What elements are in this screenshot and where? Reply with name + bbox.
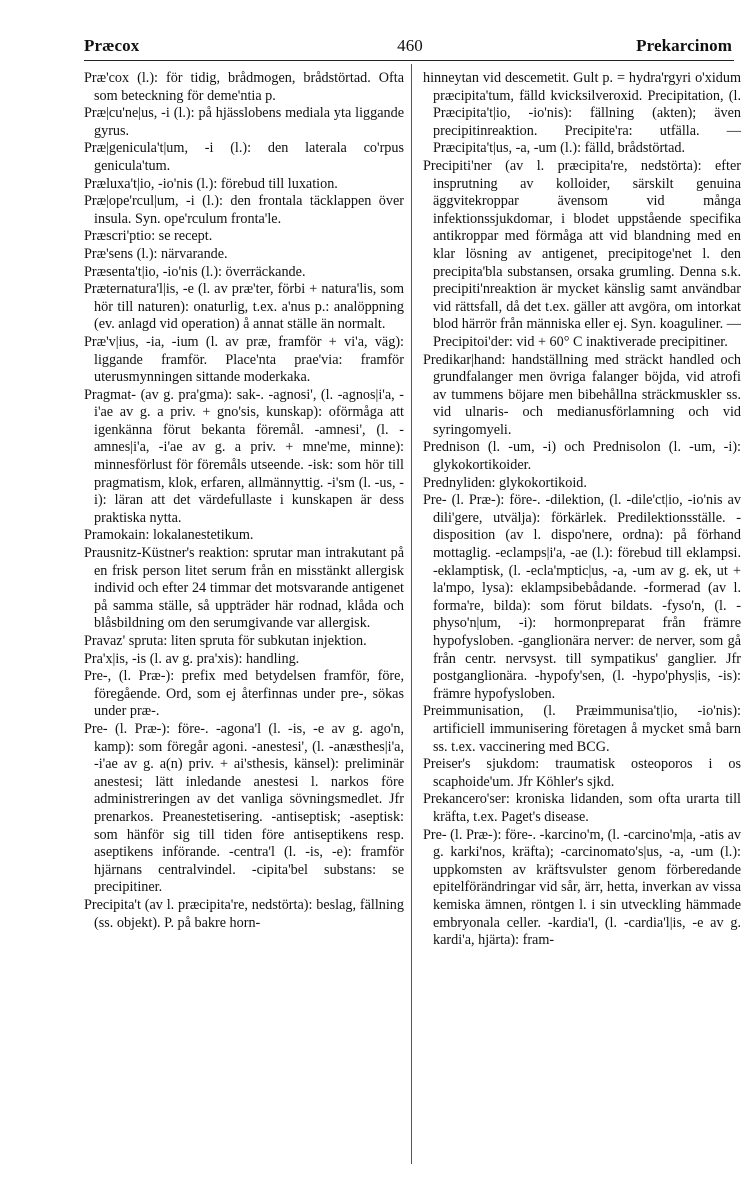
column-divider bbox=[411, 64, 412, 1164]
left-column bbox=[84, 70, 404, 932]
dictionary-entry: Pragmat- (av g. pra'gma): sak-. -agnosi', (l. -agnos|i'a, -i'ae av g. a priv. + gno'sis, kunskap): oförmåga att igenkänna förut bekanta föremål. -amnesi', (l. -amnes|i'a, -i'ae av g. a priv. + mne'me, minne): minnesförlust för föremåls utseende. -isk: som hör till pragmatism, klok, erfaren, allmännyttig. -i'sm (l. -us, -i): läran att det värdefullaste i kunskapen är dess praktiska nytta. bbox=[84, 386, 404, 526]
header-right-guideword: Prekarcinom bbox=[636, 36, 732, 55]
dictionary-entry: Prednison (l. -um, -i) och Prednisolon (l. -um, -i): glykokortikoider. bbox=[423, 439, 741, 474]
dictionary-entry: Præ'sens (l.): närvarande. bbox=[84, 245, 228, 262]
dictionary-entry: Præluxa't|io, -io'nis (l.): förebud till luxation. bbox=[84, 175, 338, 192]
dictionary-entry: Preiser's sjukdom: traumatisk osteoporos i os scaphoide'um. Jfr Köhler's sjkd. bbox=[423, 756, 741, 790]
dictionary-entry: Præ|genicula't|um, -i (l.): den laterala co'rpus genicula'tum. bbox=[84, 140, 404, 174]
dictionary-entry: Pra'x|is, -is (l. av g. pra'xis): handling. bbox=[84, 650, 300, 667]
dictionary-entry: Pravaz' spruta: liten spruta för subkutan injektion. bbox=[84, 633, 367, 649]
dictionary-entry: Precipita't (av l. præcipita're, nedstörta): beslag, fällning (ss. objekt). P. på bakre horn- bbox=[84, 896, 404, 931]
dictionary-entry: Precipiti'ner (av l. præcipita're, nedstörta): efter insprutning av kolloider, särskilt genuina äggvitekroppar ävensom vid många infektionssjukdomar, i blodet uppstående specifika antikroppar med förmåga att vid blandning med en klar lösning av antigenet, precipitoge'net l. den precipita'bla substansen, orsaka grumling. Denna s.k. precipiti'nreaktion är mycket känslig samt användbar vid rättsfall, då det t.ex. gäller att avgöra, om intorkat blod härrör från människa eller ej. Syn. koaguliner. — Precipitoi'der: vid + 60° C inaktiverade precipitiner. bbox=[423, 157, 741, 350]
right-column bbox=[423, 70, 741, 950]
dictionary-entry: Pre-, (l. Præ-): prefix med betydelsen framför, före, föregående. Ord, som ej återfinnas under pre-, sökas under præ-. bbox=[84, 668, 404, 720]
page-number: 460 bbox=[397, 36, 423, 55]
dictionary-entry: Prekancero'ser: kroniska lidanden, som ofta urarta till kräfta, t.ex. Paget's disease. bbox=[423, 791, 741, 825]
dictionary-entry: Pramokain: lokalanestetikum. bbox=[84, 527, 254, 544]
dictionary-entry: Præ'v|ius, -ia, -ium (l. av præ, framför + vi'a, väg): liggande framför. Place'nta prae'via: framför uterusmynningen sittande moderkaka. bbox=[84, 333, 404, 386]
header-left-guideword: Præcox bbox=[84, 36, 140, 55]
dictionary-entry: Pre- (l. Præ-): före-. -agona'l (l. -is, -e av g. ago'n, kamp): som föregår agoni. -anestesi', (l. -anæsthes|i'a, -i'ae av g. a(n) priv. + ai'sthesis, känsel): preliminär anestesi; lätt inledande anestesi l. narkos före administreringen av det vanliga sövningsmedlet. Jfr prenarkos. Preanestetisering. -antiseptisk; -aseptisk: som hänför sig till tiden före antiseptikens resp. aseptikens införande. -centra'l (l. -is, -e): framför hjärnans centralvindel. -cipita'bel substans: se precipitiner. bbox=[84, 720, 404, 896]
dictionary-entry: Predikar|hand: handställning med sträckt handled och grundfalanger men övriga falanger böjda, vid atrofi av tummens böjare men bibehållna sträckmuskler ss. vid ulnaris- och medianusförlamning och vid syringomyeli. bbox=[423, 351, 741, 438]
dictionary-entry: Præsenta't|io, -io'nis (l.): överräckande. bbox=[84, 263, 306, 280]
dictionary-entry: Pre- (l. Præ-): före-. -karcino'm, (l. -carcino'm|a, -atis av g. karki'nos, kräfta); -carcinomato's|us, -a, -um (l.): uppkomsten av kräftsvulster genom förberedande epitelförändringar vid sår, ärr, hetta, inverkan av vissa kemiska ämnen, röntgen l. i sin utveckling hämmade embryonala celler. -kardia'l, (l. -cardia'l|is, -e av g. kardi'a, hjärta): fram- bbox=[423, 826, 741, 949]
dictionary-entry: Preimmunisation, (l. Præimmunisa't|io, -io'nis): artificiell immunisering företagen å mycket små barn ss. t.ex. vaccinering med BCG. bbox=[423, 703, 741, 755]
dictionary-entry: Prednyliden: glykokortikoid. bbox=[423, 474, 587, 491]
dictionary-entry: Præ'cox (l.): för tidig, brådmogen, brådstörtad. Ofta som beteckning för deme'ntia p. bbox=[84, 70, 404, 104]
dictionary-entry: Præscri'ptio: se recept. bbox=[84, 228, 213, 245]
dictionary-entry: Præternatura'l|is, -e (l. av præ'ter, förbi + natura'lis, som hör till naturen): onaturlig, t.ex. a'nus p.: analöppning (ev. anlagd vid operation) å annat ställe än normalt. bbox=[84, 281, 404, 333]
dictionary-entry: Pre- (l. Præ-): före-. -dilektion, (l. -dile'ct|io, -io'nis av dili'gere, utvälja): förkärlek. Predilektionsställe. -disposition (av l. dispo'nere, ordna): på förhand mottaglig. -eclamps|i'a, -ae (l.): förebud till eklampsi. -eklamptisk, (l. -ecla'mptic|us, -a, -um av g. ek, ut + la'mpo, lysa): eklampsibebådande. -formerad (av l. forma're, bilda): som förut bildats. -fyso'n, (l. -physo'n|um, -i): hormonpreparat från främre hypofysloben. -ganglionära nerver: de nerver, som gå från centr. nervsyst. till sympatikus' ganglier. Jfr postganglionära. -hypofy'sen, (l. -hypo'phys|is, -is): främre hypofysloben. bbox=[423, 492, 741, 702]
dictionary-entry: Prausnitz-Küstner's reaktion: sprutar man intrakutant på en frisk person litet serum från en misstänkt allergisk individ och efter 24 timmar det motsvarande antigenet på samma ställe, så uppträder här rodnad, klåda och blåsbildning om den serumgivande var allergisk. bbox=[84, 545, 404, 632]
dictionary-entry: Præ|ope'rcul|um, -i (l.): den frontala täcklappen över insula. Syn. ope'rculum fronta'le. bbox=[84, 193, 404, 227]
dictionary-entry: hinneytan vid descemetit. Gult p. = hydra'rgyri o'xidum præcipita'tum, fälld kvicksilveroxid. Precipitation, (l. Præcipita't|io, -io'nis): fällning (akten); även precipitinreaktion. Precipite'ra: utfälla. — Præcipita't|us, -a, -um (l.): fälld, brådstörtad. bbox=[423, 70, 741, 157]
dictionary-entry: Præ|cu'ne|us, -i (l.): på hjässlobens mediala yta liggande gyrus. bbox=[84, 105, 404, 139]
header-rule bbox=[84, 60, 734, 61]
page-header bbox=[0, 0, 752, 60]
